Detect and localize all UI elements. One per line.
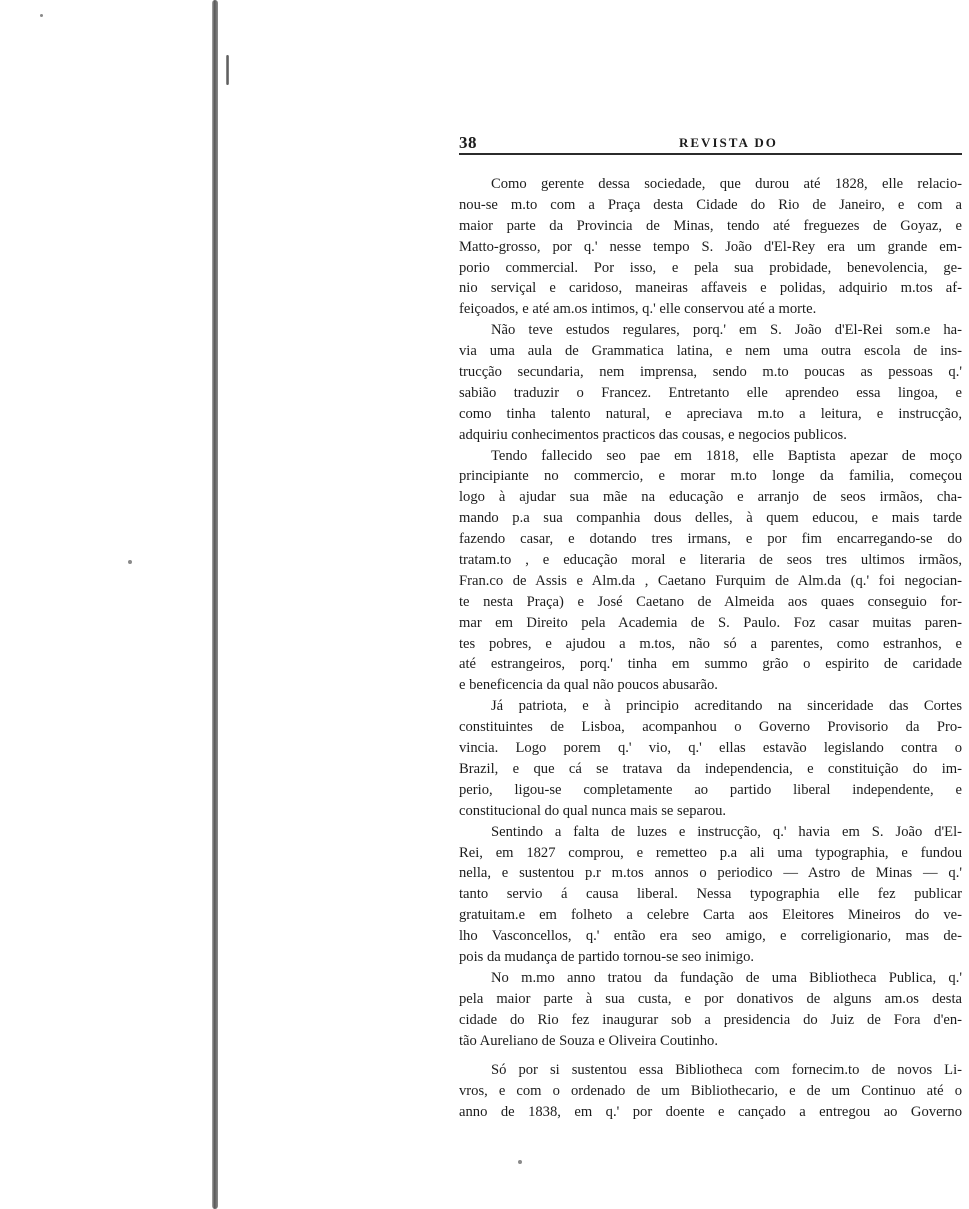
text-line: trucção secundaria, nem imprensa, sendo m.to poucas as pessoas q.' [459, 364, 962, 381]
paragraph [459, 1060, 962, 1123]
text-line: Já patriota, e à principio acreditando na sinceridade das Cortes [491, 698, 962, 715]
text-line: principiante no commercio, e morar m.to longe da familia, começou [459, 468, 962, 485]
text-line: nio serviçal e caridoso, maneiras affaveis e polidas, adquirio m.tos af- [459, 280, 962, 297]
text-line: constitucional do qual nunca mais se separou. [459, 802, 727, 819]
text-line: fazendo casar, e dotando tres irmans, e por fim encarregando-se do [459, 531, 962, 548]
book-binding-shadow [212, 0, 218, 1209]
text-line: nou-se m.to com a Praça desta Cidade do Rio de Janeiro, e com a [459, 196, 962, 213]
paragraph [459, 174, 962, 320]
text-line: maior parte da Provincia de Minas, tendo até freguezes de Goyaz, e [459, 217, 962, 234]
text-line: mando p.a sua companhia dous delles, à quem educou, e mais tarde [459, 510, 962, 527]
paragraph [459, 446, 962, 697]
text-line: lho Vasconcellos, q.' então era seo amigo, e correligionario, mas de- [459, 928, 962, 945]
text-line: vincia. Logo porem q.' vio, q.' ellas estavão legislando contra o [459, 740, 962, 757]
text-line: Tendo fallecido seo pae em 1818, elle Baptista apezar de moço [491, 447, 962, 464]
text-line: tanto servio á causa liberal. Nessa typographia elle fez publicar [459, 886, 962, 903]
book-binding-edge [226, 55, 229, 85]
text-line: constituintes de Lisboa, acompanhou o Governo Provisorio da Pro- [459, 719, 962, 736]
text-line: Rei, em 1827 comprou, e remetteo p.a ali uma typographia, e fundou [459, 844, 962, 861]
text-line: tratam.to , e educação moral e literaria de seos tres ultimos irmãos, [459, 552, 962, 569]
text-line: como tinha talento natural, e apreciava m.to a leitura, e instrucção, [459, 405, 962, 422]
text-line: te nesta Praça) e José Caetano de Almeida aos quaes conseguio for- [459, 593, 962, 610]
running-title: REVISTA DO [679, 135, 778, 150]
text-line: gratuitam.e em folheto a celebre Carta aos Eleitores Mineiros do ve- [459, 907, 962, 924]
text-line: logo à ajudar sua mãe na educação e arranjo de seos irmãos, cha- [459, 489, 962, 506]
text-line: até estrangeiros, porq.' tinha em summo grão o espirito de caridade [459, 656, 962, 673]
paragraph [459, 320, 962, 445]
text-line: Brazil, e que cá se tratava da independencia, e constituição do im- [459, 760, 962, 777]
page-header [459, 133, 962, 155]
text-line: vros, e com o ordenado de um Bibliothecario, e de um Continuo até o [459, 1083, 962, 1100]
text-line: Não teve estudos regulares, porq.' em S. João d'El-Rei som.e ha- [491, 322, 962, 339]
paragraph [459, 696, 962, 821]
page-number: 38 [459, 133, 477, 152]
text-line: tão Aureliano de Souza e Oliveira Coutinho. [459, 1032, 718, 1049]
page-speck [518, 1160, 522, 1164]
text-line: pela maior parte à sua custa, e por donativos de alguns am.os desta [459, 990, 962, 1007]
text-line: anno de 1838, em q.' por doente e cançado a entregou ao Governo [459, 1104, 962, 1121]
text-line: via uma aula de Grammatica latina, e nem uma outra escola de ins- [459, 343, 962, 360]
text-line: sabião traduzir o Francez. Entretanto elle aprendeo essa lingoa, e [459, 384, 962, 401]
text-line: Só por si sustentou essa Bibliotheca com fornecim.to de novos Li- [491, 1062, 962, 1079]
text-line: e beneficencia da qual não poucos abusarão. [459, 677, 718, 694]
text-line: porio commercial. Por isso, e pela sua probidade, benevolencia, ge- [459, 259, 962, 276]
text-line: No m.mo anno tratou da fundação de uma Bibliotheca Publica, q.' [491, 969, 962, 986]
text-line: tes pobres, e ajudou a m.tos, não só a parentes, como estranhos, e [459, 635, 962, 652]
text-line: perio, ligou-se completamente ao partido liberal independente, e [459, 781, 962, 798]
text-line: feiçoados, e até am.os intimos, q.' elle conservou até a morte. [459, 301, 817, 318]
text-line: Como gerente dessa sociedade, que durou até 1828, elle relacio- [491, 176, 962, 192]
text-line: Matto-grosso, por q.' nesse tempo S. João d'El-Rey era um grande em- [459, 238, 962, 255]
text-line: mar em Direito pela Academia de S. Paulo. Foz casar muitas paren- [459, 614, 962, 631]
paragraph [459, 822, 962, 968]
text-line: cidade do Rio fez inaugurar sob a presidencia do Juiz de Fora d'en- [459, 1011, 962, 1028]
text-line: adquiriu conhecimentos practicos das cousas, e negocios publicos. [459, 426, 847, 443]
article-body [459, 174, 962, 1123]
paragraph [459, 968, 962, 1052]
page-speck [40, 14, 43, 17]
text-line: Sentindo a falta de luzes e instrucção, q.' havia em S. João d'El- [491, 823, 962, 840]
text-line: nella, e sustentou p.r m.tos annos o periodico — Astro de Minas — q.' [459, 865, 962, 882]
text-line: Fran.co de Assis e Alm.da , Caetano Furquim de Alm.da (q.' foi negocian- [459, 572, 962, 589]
page-speck [128, 560, 132, 564]
text-line: pois da mudança de partido tornou-se seo inimigo. [459, 948, 755, 965]
